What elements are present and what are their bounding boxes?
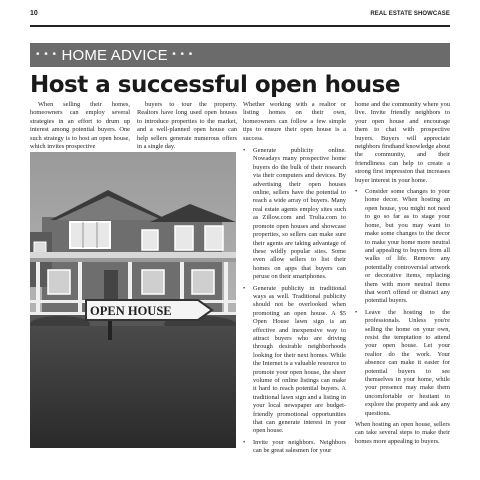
section-dots-left: • • • (36, 49, 58, 60)
article-column-2 (137, 101, 237, 151)
publication-name: REAL ESTATE SHOWCASE (370, 11, 450, 17)
tips-list (243, 147, 346, 456)
list-item: • Generate publicity online. Nowadays many prospective home buyers do the bulk of their research via their computers and devices. By advertising their open houses online, sellers have the potential to reach a wide array of buyers. Many real estate agents employ sites such as Zillow.com and Trulia.com to promote open houses and showcase properties, so sellers can make sure their agents are taking advantage of these wildly popular sites. Some even allow sellers to list their homes on apps that buyers can peruse on their smartphones. (243, 147, 346, 282)
list-item: • Generate publicity in traditional ways as well. Traditional publicity should not be overlooked when promoting an open house. A $5 Open House lawn sign is an effective and inexpensive way to attract buyers who are driving through desirable neighborhoods looking for their next homes. While the Internet is a valuable resource to promote your open house, the sheer volume of online listings can make it hard to reach potential buyers. A traditional lawn sign and a listing in your local newspaper are budget-friendly promotional opportunities that can generate interest in your open house. (243, 285, 346, 436)
house-illustration (30, 152, 236, 448)
article-paragraph: When selling their homes, homeowners can employ several strategies in an effort to drum up interest among potential buyers. One such strategy is to host an open house, which invites prospective (30, 101, 130, 151)
section-label (36, 47, 193, 64)
list-item: • Invite your neighbors. Neighbors can be great salesmen for your (243, 439, 346, 456)
section-dots-right: • • • (172, 49, 194, 60)
page-number: 10 (30, 10, 38, 17)
article-paragraph: home and the community where you live. Invite friendly neighbors to your open house and encourage them to chat with prospective buyers. Buyers will appreciate neighbors firsthand knowledge about the community, and their friendliness can help to create a strong first impression that increases buyer interest in your home. (355, 101, 450, 184)
article-paragraph: Whether working with a realtor or listing homes on their own, homeowners can follow a few simple tips to ensure their open house is a success. (243, 101, 346, 142)
article-paragraph: buyers to tour the property. Realtors have long used open houses to introduce properties to the market, and a well-planned open house can help sellers generate numerous offers in a single day. (137, 101, 237, 151)
section-title: HOME ADVICE (61, 47, 168, 64)
header-rule (30, 25, 450, 27)
open-house-sign-text: OPEN HOUSE (90, 304, 172, 318)
article-column-1 (30, 101, 130, 151)
article-headline: Host a successful open house (30, 72, 400, 98)
article-column-4 (355, 101, 450, 446)
tips-list (355, 188, 450, 418)
list-item: • Leave the hosting to the professionals. Unless you're selling the home on your own, resist the temptation to attend your open house. Let your realtor do the work. Your absence can make it easier for potential buyers to see themselves in your home, while your presence may make them uncomfortable or hesitant to explore the property and ask any questions. (355, 309, 450, 418)
house-photo (30, 152, 236, 448)
article-paragraph: When hosting an open house, sellers can take several steps to make their homes more appealing to buyers. (355, 421, 450, 445)
article-column-3 (243, 101, 346, 459)
list-item: • Consider some changes to your home decor. When hosting an open house, you might not need to go so far as to stage your home, but you may want to make some changes to the decor to make your home more neutral and appealing to buyers from all walks of life. Remove any potentially controversial artwork or decorative items, replacing them with more neutral items that won't offend or distract any potential buyers. (355, 188, 450, 306)
